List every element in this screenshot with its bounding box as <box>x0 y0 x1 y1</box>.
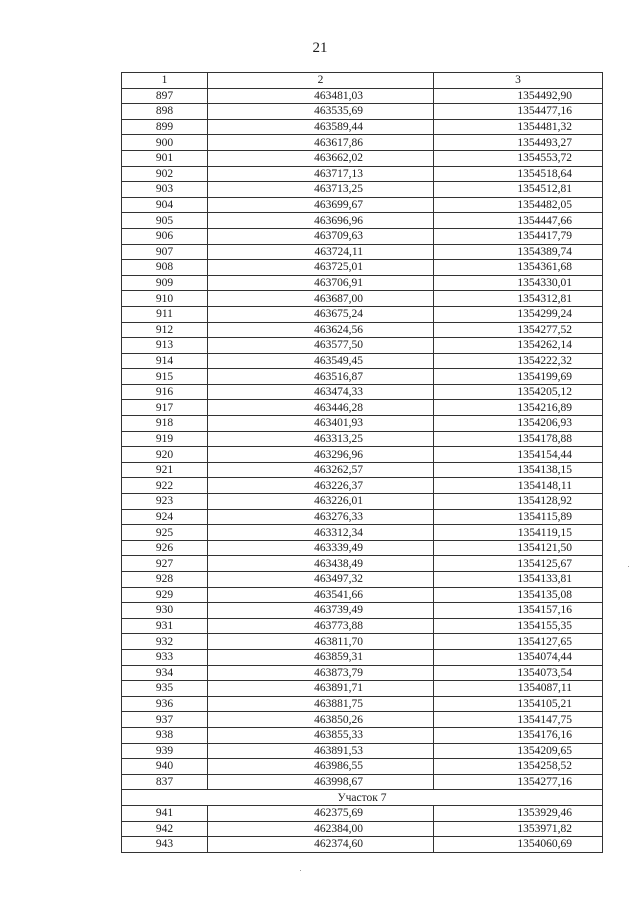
point-number-cell: 916 <box>122 384 208 400</box>
x-coordinate-cell: 463713,25 <box>208 182 434 198</box>
point-number-cell: 898 <box>122 104 208 120</box>
x-coordinate-cell: 463859,31 <box>208 649 434 665</box>
point-number-cell: 905 <box>122 213 208 229</box>
table-row <box>122 244 603 260</box>
page-number: 21 <box>312 40 328 56</box>
y-coordinate-cell: 1354128,92 <box>434 494 603 510</box>
point-number-cell: 942 <box>122 821 208 837</box>
column-header-3: 3 <box>434 73 603 89</box>
x-coordinate-cell: 463226,37 <box>208 478 434 494</box>
table-row <box>122 665 603 681</box>
point-number-cell: 904 <box>122 197 208 213</box>
y-coordinate-cell: 1354205,12 <box>434 384 603 400</box>
column-header-1: 1 <box>122 73 208 89</box>
y-coordinate-cell: 1354477,16 <box>434 104 603 120</box>
point-number-cell: 897 <box>122 88 208 104</box>
point-number-cell: 940 <box>122 759 208 775</box>
y-coordinate-cell: 1354518,64 <box>434 166 603 182</box>
section-title-row <box>122 790 603 806</box>
table-row <box>122 805 603 821</box>
point-number-cell: 915 <box>122 369 208 385</box>
point-number-cell: 935 <box>122 681 208 697</box>
y-coordinate-cell: 1354148,11 <box>434 478 603 494</box>
x-coordinate-cell: 463696,96 <box>208 213 434 229</box>
y-coordinate-cell: 1354138,15 <box>434 462 603 478</box>
table-row <box>122 197 603 213</box>
x-coordinate-cell: 463773,88 <box>208 618 434 634</box>
table-row <box>122 759 603 775</box>
table-row <box>122 572 603 588</box>
y-coordinate-cell: 1354417,79 <box>434 228 603 244</box>
table-row <box>122 182 603 198</box>
x-coordinate-cell: 463850,26 <box>208 712 434 728</box>
x-coordinate-cell: 463873,79 <box>208 665 434 681</box>
y-coordinate-cell: 1354481,32 <box>434 119 603 135</box>
x-coordinate-cell: 463891,71 <box>208 681 434 697</box>
y-coordinate-cell: 1354299,24 <box>434 306 603 322</box>
y-coordinate-cell: 1354176,16 <box>434 727 603 743</box>
x-coordinate-cell: 463577,50 <box>208 338 434 354</box>
point-number-cell: 837 <box>122 774 208 790</box>
table-row <box>122 494 603 510</box>
table-row <box>122 416 603 432</box>
table-row <box>122 119 603 135</box>
table-row <box>122 135 603 151</box>
point-number-cell: 911 <box>122 306 208 322</box>
point-number-cell: 923 <box>122 494 208 510</box>
table-row <box>122 509 603 525</box>
table-row <box>122 384 603 400</box>
x-coordinate-cell: 463226,01 <box>208 494 434 510</box>
y-coordinate-cell: 1354258,52 <box>434 759 603 775</box>
point-number-cell: 931 <box>122 618 208 634</box>
y-coordinate-cell: 1354199,69 <box>434 369 603 385</box>
point-number-cell: 908 <box>122 260 208 276</box>
point-number-cell: 932 <box>122 634 208 650</box>
y-coordinate-cell: 1354119,15 <box>434 525 603 541</box>
table-row <box>122 681 603 697</box>
x-coordinate-cell: 463589,44 <box>208 119 434 135</box>
point-number-cell: 929 <box>122 587 208 603</box>
x-coordinate-cell: 463541,66 <box>208 587 434 603</box>
x-coordinate-cell: 463549,45 <box>208 353 434 369</box>
table-row <box>122 150 603 166</box>
y-coordinate-cell: 1354115,89 <box>434 509 603 525</box>
point-number-cell: 920 <box>122 447 208 463</box>
x-coordinate-cell: 463724,11 <box>208 244 434 260</box>
table-row <box>122 322 603 338</box>
y-coordinate-cell: 1354553,72 <box>434 150 603 166</box>
table-row <box>122 369 603 385</box>
x-coordinate-cell: 463624,56 <box>208 322 434 338</box>
point-number-cell: 928 <box>122 572 208 588</box>
point-number-cell: 899 <box>122 119 208 135</box>
y-coordinate-cell: 1354060,69 <box>434 837 603 853</box>
point-number-cell: 912 <box>122 322 208 338</box>
section-title: Участок 7 <box>122 790 603 806</box>
x-coordinate-cell: 463662,02 <box>208 150 434 166</box>
point-number-cell: 925 <box>122 525 208 541</box>
x-coordinate-cell: 462375,69 <box>208 805 434 821</box>
y-coordinate-cell: 1354135,08 <box>434 587 603 603</box>
y-coordinate-cell: 1354087,11 <box>434 681 603 697</box>
y-coordinate-cell: 1354178,88 <box>434 431 603 447</box>
y-coordinate-cell: 1354121,50 <box>434 540 603 556</box>
x-coordinate-cell: 463811,70 <box>208 634 434 650</box>
table-row <box>122 696 603 712</box>
coordinates-table <box>121 72 603 853</box>
x-coordinate-cell: 463706,91 <box>208 275 434 291</box>
table-row <box>122 821 603 837</box>
x-coordinate-cell: 463535,69 <box>208 104 434 120</box>
x-coordinate-cell: 463438,49 <box>208 556 434 572</box>
point-number-cell: 900 <box>122 135 208 151</box>
point-number-cell: 909 <box>122 275 208 291</box>
y-coordinate-cell: 1354154,44 <box>434 447 603 463</box>
table-row <box>122 837 603 853</box>
table-row <box>122 275 603 291</box>
y-coordinate-cell: 1354157,16 <box>434 603 603 619</box>
y-coordinate-cell: 1354206,93 <box>434 416 603 432</box>
table-header-row <box>122 73 603 89</box>
table-row <box>122 774 603 790</box>
table-row <box>122 104 603 120</box>
y-coordinate-cell: 1353971,82 <box>434 821 603 837</box>
table-row <box>122 228 603 244</box>
point-number-cell: 943 <box>122 837 208 853</box>
scan-speck <box>300 870 301 871</box>
y-coordinate-cell: 1354127,65 <box>434 634 603 650</box>
point-number-cell: 927 <box>122 556 208 572</box>
point-number-cell: 907 <box>122 244 208 260</box>
y-coordinate-cell: 1354492,90 <box>434 88 603 104</box>
table-row <box>122 306 603 322</box>
x-coordinate-cell: 463446,28 <box>208 400 434 416</box>
x-coordinate-cell: 463891,53 <box>208 743 434 759</box>
y-coordinate-cell: 1354277,16 <box>434 774 603 790</box>
y-coordinate-cell: 1354447,66 <box>434 213 603 229</box>
coordinates-table-body <box>122 73 603 853</box>
point-number-cell: 902 <box>122 166 208 182</box>
x-coordinate-cell: 463262,57 <box>208 462 434 478</box>
table-row <box>122 353 603 369</box>
y-coordinate-cell: 1354147,75 <box>434 712 603 728</box>
table-row <box>122 603 603 619</box>
table-row <box>122 213 603 229</box>
y-coordinate-cell: 1354312,81 <box>434 291 603 307</box>
table-row <box>122 260 603 276</box>
x-coordinate-cell: 463725,01 <box>208 260 434 276</box>
point-number-cell: 926 <box>122 540 208 556</box>
table-row <box>122 88 603 104</box>
scan-speck <box>628 566 629 567</box>
y-coordinate-cell: 1354155,35 <box>434 618 603 634</box>
y-coordinate-cell: 1354262,14 <box>434 338 603 354</box>
table-row <box>122 556 603 572</box>
table-row <box>122 525 603 541</box>
point-number-cell: 936 <box>122 696 208 712</box>
x-coordinate-cell: 463617,86 <box>208 135 434 151</box>
table-row <box>122 587 603 603</box>
y-coordinate-cell: 1353929,46 <box>434 805 603 821</box>
table-row <box>122 447 603 463</box>
point-number-cell: 910 <box>122 291 208 307</box>
table-row <box>122 618 603 634</box>
x-coordinate-cell: 463855,33 <box>208 727 434 743</box>
table-row <box>122 166 603 182</box>
point-number-cell: 922 <box>122 478 208 494</box>
point-number-cell: 906 <box>122 228 208 244</box>
column-header-2: 2 <box>208 73 434 89</box>
point-number-cell: 938 <box>122 727 208 743</box>
y-coordinate-cell: 1354482,05 <box>434 197 603 213</box>
y-coordinate-cell: 1354330,01 <box>434 275 603 291</box>
x-coordinate-cell: 463717,13 <box>208 166 434 182</box>
point-number-cell: 913 <box>122 338 208 354</box>
x-coordinate-cell: 463312,34 <box>208 525 434 541</box>
y-coordinate-cell: 1354105,21 <box>434 696 603 712</box>
x-coordinate-cell: 463481,03 <box>208 88 434 104</box>
y-coordinate-cell: 1354209,65 <box>434 743 603 759</box>
point-number-cell: 914 <box>122 353 208 369</box>
table-row <box>122 291 603 307</box>
table-row <box>122 338 603 354</box>
x-coordinate-cell: 463296,96 <box>208 447 434 463</box>
point-number-cell: 924 <box>122 509 208 525</box>
x-coordinate-cell: 463516,87 <box>208 369 434 385</box>
x-coordinate-cell: 462374,60 <box>208 837 434 853</box>
table-row <box>122 540 603 556</box>
x-coordinate-cell: 463675,24 <box>208 306 434 322</box>
x-coordinate-cell: 463497,32 <box>208 572 434 588</box>
table-row <box>122 634 603 650</box>
point-number-cell: 921 <box>122 462 208 478</box>
point-number-cell: 919 <box>122 431 208 447</box>
x-coordinate-cell: 463709,63 <box>208 228 434 244</box>
table-row <box>122 400 603 416</box>
x-coordinate-cell: 463998,67 <box>208 774 434 790</box>
x-coordinate-cell: 463687,00 <box>208 291 434 307</box>
point-number-cell: 937 <box>122 712 208 728</box>
table-row <box>122 727 603 743</box>
y-coordinate-cell: 1354074,44 <box>434 649 603 665</box>
point-number-cell: 941 <box>122 805 208 821</box>
y-coordinate-cell: 1354493,27 <box>434 135 603 151</box>
x-coordinate-cell: 463276,33 <box>208 509 434 525</box>
y-coordinate-cell: 1354277,52 <box>434 322 603 338</box>
table-row <box>122 743 603 759</box>
point-number-cell: 901 <box>122 150 208 166</box>
table-row <box>122 649 603 665</box>
x-coordinate-cell: 463881,75 <box>208 696 434 712</box>
x-coordinate-cell: 463339,49 <box>208 540 434 556</box>
point-number-cell: 918 <box>122 416 208 432</box>
point-number-cell: 933 <box>122 649 208 665</box>
y-coordinate-cell: 1354389,74 <box>434 244 603 260</box>
y-coordinate-cell: 1354073,54 <box>434 665 603 681</box>
point-number-cell: 930 <box>122 603 208 619</box>
table-row <box>122 478 603 494</box>
y-coordinate-cell: 1354512,81 <box>434 182 603 198</box>
y-coordinate-cell: 1354125,67 <box>434 556 603 572</box>
x-coordinate-cell: 463739,49 <box>208 603 434 619</box>
point-number-cell: 939 <box>122 743 208 759</box>
y-coordinate-cell: 1354133,81 <box>434 572 603 588</box>
x-coordinate-cell: 463313,25 <box>208 431 434 447</box>
x-coordinate-cell: 462384,00 <box>208 821 434 837</box>
x-coordinate-cell: 463699,67 <box>208 197 434 213</box>
y-coordinate-cell: 1354216,89 <box>434 400 603 416</box>
x-coordinate-cell: 463986,55 <box>208 759 434 775</box>
table-row <box>122 462 603 478</box>
table-row <box>122 431 603 447</box>
point-number-cell: 903 <box>122 182 208 198</box>
table-row <box>122 712 603 728</box>
x-coordinate-cell: 463474,33 <box>208 384 434 400</box>
point-number-cell: 934 <box>122 665 208 681</box>
y-coordinate-cell: 1354361,68 <box>434 260 603 276</box>
y-coordinate-cell: 1354222,32 <box>434 353 603 369</box>
x-coordinate-cell: 463401,93 <box>208 416 434 432</box>
point-number-cell: 917 <box>122 400 208 416</box>
